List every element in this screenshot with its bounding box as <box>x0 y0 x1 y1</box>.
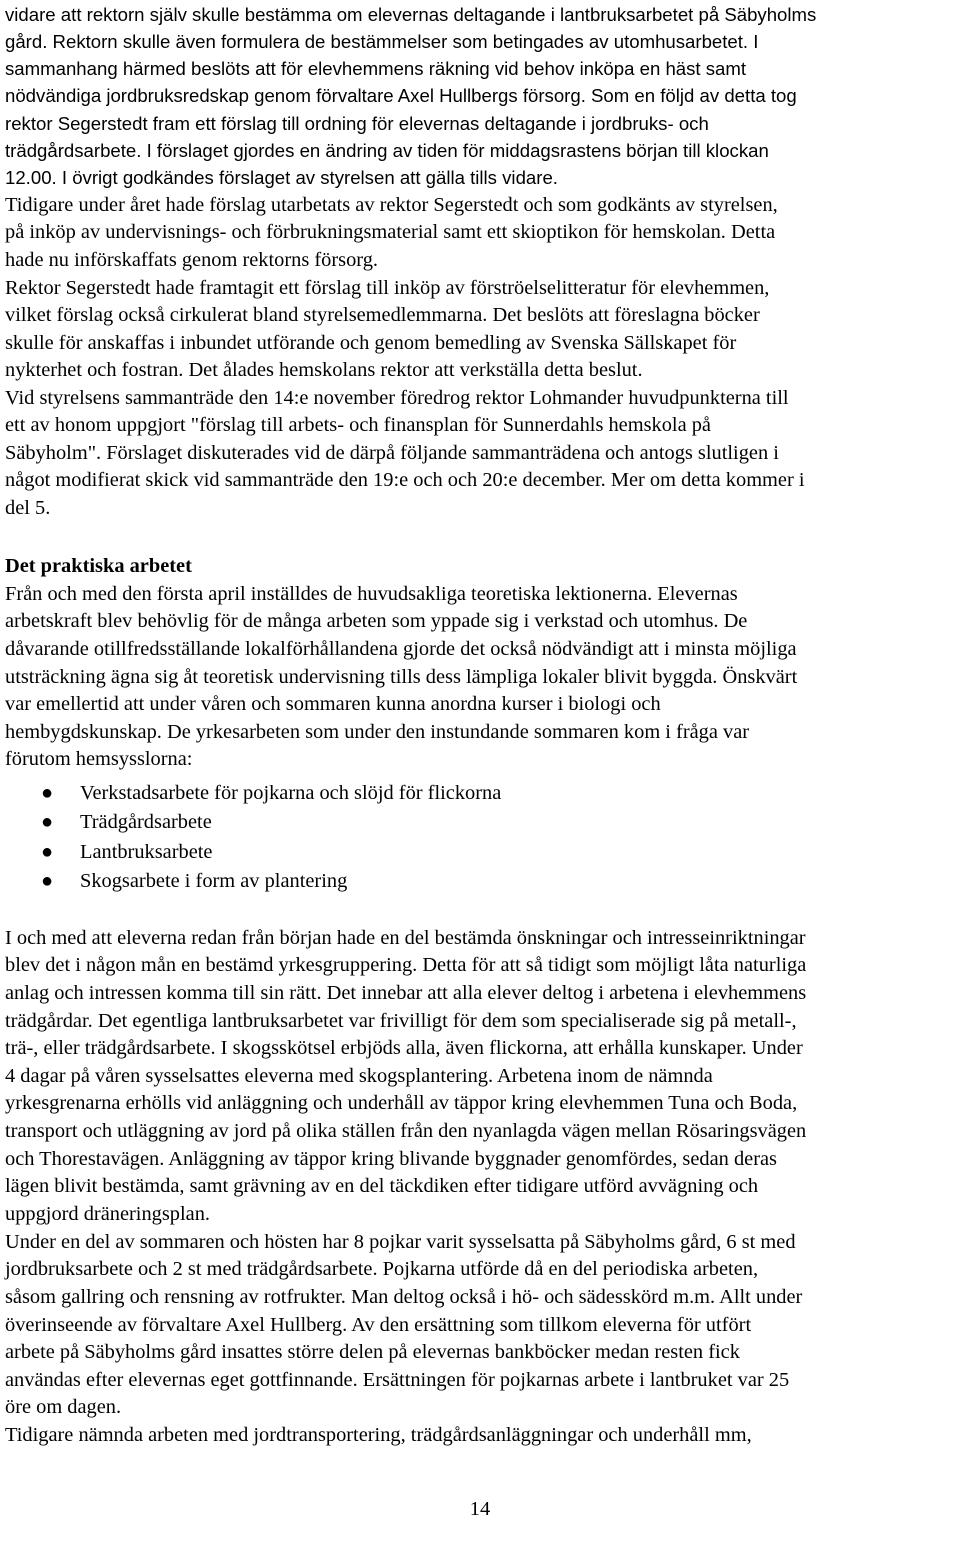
paragraph-line: 4 dagar på våren sysselsattes eleverna med skogsplantering. Arbetena inom de nämnda <box>5 1065 713 1087</box>
paragraph-line: och Thorestavägen. Anläggning av täppor kring blivande byggnader genomfördes, sedan deras <box>5 1148 777 1170</box>
intro-line: nödvändiga jordbruksredskap genom förvaltare Axel Hullbergs försorg. Som en följd av detta tog <box>5 85 797 106</box>
bullet-text: Verkstadsarbete för pojkarna och slöjd för flickorna <box>80 782 502 804</box>
bullet-icon: ● <box>41 841 54 863</box>
paragraph-line: Säbyholm". Förslaget diskuterades vid de därpå följande sammanträdena och antogs slutligen i <box>5 442 779 464</box>
paragraph-line: Tidigare nämnda arbeten med jordtransportering, trädgårdsanläggningar och underhåll mm, <box>5 1424 752 1446</box>
paragraph-line: ett av honom uppgjort "förslag till arbets- och finansplan för Sunnerdahls hemskola på <box>5 414 711 436</box>
bullet-text: Skogsarbete i form av plantering <box>80 870 348 892</box>
paragraph-line: I och med att eleverna redan från början hade en del bestämda önskningar och intresseinriktningar <box>5 927 806 949</box>
bullet-text: Lantbruksarbete <box>80 841 213 863</box>
paragraph-line: Tidigare under året hade förslag utarbetats av rektor Segerstedt och som godkänts av styrelsen, <box>5 194 778 216</box>
paragraph-line: Under en del av sommaren och hösten har 8 pojkar varit sysselsatta på Säbyholms gård, 6 st med <box>5 1231 796 1253</box>
section-line: arbetskraft blev behövlig för de många arbeten som yppade sig i verkstad och utomhus. De <box>5 610 748 632</box>
paragraph-line: arbete på Säbyholms gård insattes större delen på elevernas bankböcker medan resten fick <box>5 1341 740 1363</box>
section-line: förutom hemsysslorna: <box>5 748 193 770</box>
paragraph-line: anlag och intressen komma till sin rätt. Det innebar att alla elever deltog i arbetena i elevhemmens <box>5 982 807 1004</box>
paragraph-line: användas efter elevernas eget gottfinnande. Ersättningen för pojkarnas arbete i lantbruket var 25 <box>5 1369 790 1391</box>
paragraph-line: trä-, eller trädgårdsarbete. I skogsskötsel erbjöds alla, även flickorna, att erhålla kunskaper. Under <box>5 1037 803 1059</box>
paragraph-line: vilket förslag också cirkulerat bland styrelsemedlemmarna. Det beslöts att föreslagna böcker <box>5 304 760 326</box>
paragraph-line: något modifierat skick vid sammanträde den 19:e och och 20:e december. Mer om detta kommer i <box>5 469 805 491</box>
intro-line: 12.00. I övrigt godkändes förslaget av styrelsen att gälla tills vidare. <box>5 167 558 188</box>
paragraph-line: på inköp av undervisnings- och förbrukningsmaterial samt ett skioptikon för hemskolan. Detta <box>5 221 776 243</box>
paragraph-line: Vid styrelsens sammanträde den 14:e november föredrog rektor Lohmander huvudpunkterna till <box>5 387 789 409</box>
paragraph-line: såsom gallring och rensning av rotfrukter. Man deltog också i hö- och sädesskörd m.m. Allt under <box>5 1286 803 1308</box>
paragraph-line: öre om dagen. <box>5 1396 122 1418</box>
paragraph-line: trädgårdar. Det egentliga lantbruksarbetet var frivilligt för dem som specialiserade sig på metall-, <box>5 1010 797 1032</box>
intro-line: trädgårdsarbete. I förslaget gjordes en ändring av tiden för middagsrastens början till klockan <box>5 140 769 161</box>
paragraph-line: blev det i någon mån en bestämd yrkesgruppering. Detta för att så tidigt som möjligt låta naturliga <box>5 954 807 976</box>
paragraph-line: jordbruksarbete och 2 st med trädgårdsarbete. Pojkarna utförde då en del periodiska arbeten, <box>5 1258 759 1280</box>
paragraph-line: nykterhet och fostran. Det ålades hemskolans rektor att verkställa detta beslut. <box>5 359 643 381</box>
intro-line: sammanhang härmed beslöts att för elevhemmens räkning vid behov inköpa en häst samt <box>5 58 747 79</box>
section-line: dåvarande otillfredsställande lokalförhållandena gjorde det också nödvändigt att i minsta möjliga <box>5 638 797 660</box>
bullet-icon: ● <box>41 870 54 892</box>
intro-line: gård. Rektorn skulle även formulera de bestämmelser som betingades av utomhusarbetet. I <box>5 31 759 52</box>
section-line: var emellertid att under våren och sommaren kunna anordna kurser i biologi och <box>5 693 661 715</box>
intro-line: rektor Segerstedt fram ett förslag till ordning för elevernas deltagande i jordbruks- och <box>5 113 709 134</box>
paragraph-line: hade nu införskaffats genom rektorns försorg. <box>5 249 378 271</box>
intro-line: vidare att rektorn själv skulle bestämma om elevernas deltagande i lantbruksarbetet på Säbyholms <box>5 4 817 25</box>
paragraph-line: skulle för anskaffas i inbundet utförande och genom bemedling av Svenska Sällskapet för <box>5 332 737 354</box>
paragraph-line: överinseende av förvaltare Axel Hullberg. Av den ersättning som tillkom eleverna för utfört <box>5 1314 752 1336</box>
paragraph-line: uppgjord dräneringsplan. <box>5 1203 210 1225</box>
section-line: utsträckning ägna sig åt teoretisk undervisning tills dess lämpliga lokaler blivit byggda. Önskvärt <box>5 666 798 688</box>
bullet-icon: ● <box>41 811 54 833</box>
paragraph-line: transport och utläggning av jord på olika ställen från den nyanlagda vägen mellan Rösaringsvägen <box>5 1120 807 1142</box>
bullet-text: Trädgårdsarbete <box>80 811 212 833</box>
section-line: hembygdskunskap. De yrkesarbeten som under den instundande sommaren kom i fråga var <box>5 721 750 743</box>
paragraph-line: yrkesgrenarna erhölls vid anläggning och underhåll av täppor kring elevhemmen Tuna och Boda, <box>5 1092 798 1114</box>
page-number: 14 <box>469 1498 491 1520</box>
bullet-icon: ● <box>41 782 54 804</box>
paragraph-line: del 5. <box>5 497 51 519</box>
section-line: Från och med den första april inställdes de huvudsakliga teoretiska lektionerna. Elevernas <box>5 583 738 605</box>
paragraph-line: lägen blivit bestämda, samt grävning av en del täckdiken efter tidigare utförd avvägning och <box>5 1175 759 1197</box>
section-heading: Det praktiska arbetet <box>5 555 192 577</box>
paragraph-line: Rektor Segerstedt hade framtagit ett förslag till inköp av förströelselitteratur för elevhemmen, <box>5 277 770 299</box>
